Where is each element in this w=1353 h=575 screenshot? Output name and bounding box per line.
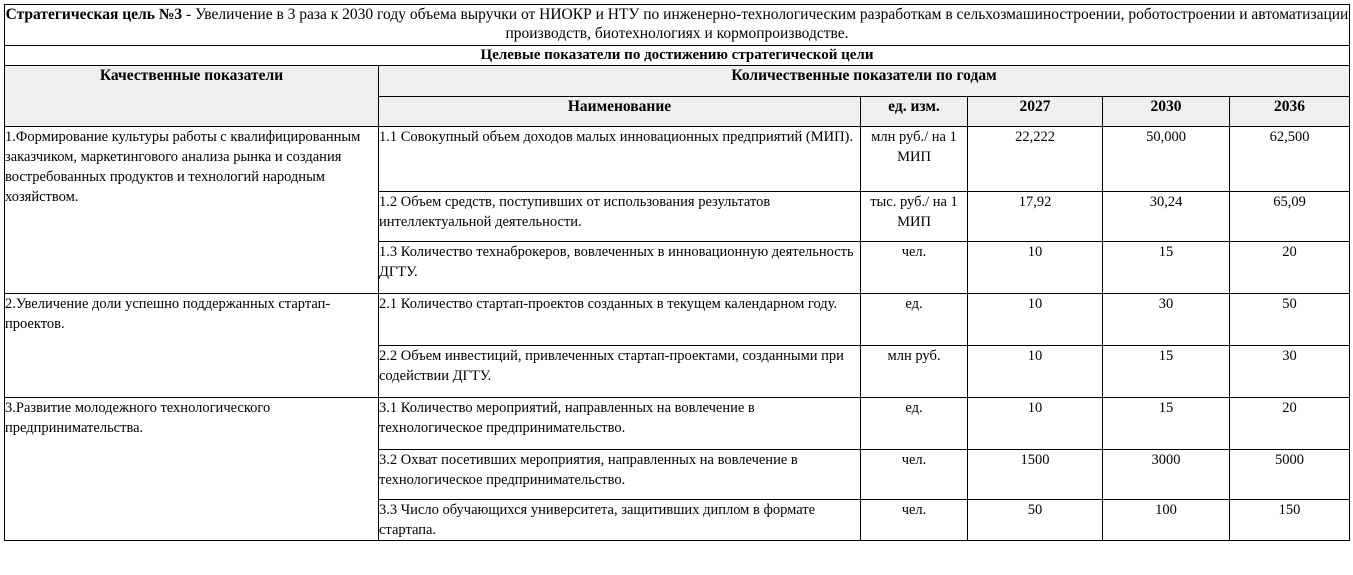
header-year-2030: 2030 (1103, 97, 1230, 127)
document (4, 4, 1349, 541)
indicator-name: 3.3 Число обучающихся университета, защитивших диплом в формате стартапа. (379, 500, 861, 541)
value-2036: 62,500 (1230, 127, 1350, 192)
strategic-goal-label: Стратегическая цель №3 (5, 6, 183, 23)
indicator-name: 1.3 Количество технаброкеров, вовлеченных в инновационную деятельность ДГТУ. (379, 242, 861, 294)
table-row (5, 127, 1350, 192)
value-2036: 5000 (1230, 450, 1350, 500)
qualitative-indicator-2: 2.Увеличение доли успешно поддержанных стартап-проектов. (5, 294, 379, 398)
indicator-unit: тыс. руб./ на 1 МИП (861, 192, 968, 242)
indicator-name: 3.1 Количество мероприятий, направленных на вовлечение в технологическое предпринимательство. (379, 398, 861, 450)
header-qualitative: Качественные показатели (5, 66, 379, 127)
value-2036: 65,09 (1230, 192, 1350, 242)
qualitative-indicator-1: 1.Формирование культуры работы с квалифицированным заказчиком, маркетингового анализа рынка и создания востребованных продуктов и технологий народным хозяйством. (5, 127, 379, 294)
indicator-unit: чел. (861, 450, 968, 500)
table-row (5, 294, 1350, 346)
value-2027: 17,92 (968, 192, 1103, 242)
strategic-goal-text: - Увеличение в 3 раза к 2030 году объема выручки от НИОКР и НТУ по инженерно-технологическим разработкам в сельхозмашиностроении, роботостроении и автоматизации производств, биотехнологиях и кормопроизводстве. (182, 6, 1349, 42)
header-quantitative: Количественные показатели по годам (379, 66, 1350, 97)
value-2030: 3000 (1103, 450, 1230, 500)
table-row (5, 398, 1350, 450)
indicator-name: 3.2 Охват посетивших мероприятия, направленных на вовлечение в технологическое предпринимательство. (379, 450, 861, 500)
value-2027: 10 (968, 294, 1103, 346)
value-2030: 15 (1103, 242, 1230, 294)
value-2030: 15 (1103, 346, 1230, 398)
value-2027: 10 (968, 346, 1103, 398)
qualitative-indicator-3: 3.Развитие молодежного технологического предпринимательства. (5, 398, 379, 541)
value-2036: 20 (1230, 398, 1350, 450)
value-2036: 30 (1230, 346, 1350, 398)
value-2030: 100 (1103, 500, 1230, 541)
value-2030: 30 (1103, 294, 1230, 346)
indicator-unit: ед. (861, 294, 968, 346)
header-year-2036: 2036 (1230, 97, 1350, 127)
indicator-unit: чел. (861, 500, 968, 541)
indicator-unit: млн руб./ на 1 МИП (861, 127, 968, 192)
section-title: Целевые показатели по достижению стратегической цели (5, 46, 1350, 66)
value-2027: 22,222 (968, 127, 1103, 192)
value-2027: 10 (968, 242, 1103, 294)
value-2030: 15 (1103, 398, 1230, 450)
value-2027: 10 (968, 398, 1103, 450)
value-2036: 50 (1230, 294, 1350, 346)
indicator-unit: млн руб. (861, 346, 968, 398)
value-2036: 20 (1230, 242, 1350, 294)
header-name: Наименование (379, 97, 861, 127)
indicator-name: 2.2 Объем инвестиций, привлеченных стартап-проектами, созданными при содействии ДГТУ. (379, 346, 861, 398)
value-2036: 150 (1230, 500, 1350, 541)
header-year-2027: 2027 (968, 97, 1103, 127)
strategic-goal-cell (5, 5, 1350, 46)
header-unit: ед. изм. (861, 97, 968, 127)
indicator-unit: ед. (861, 398, 968, 450)
value-2030: 50,000 (1103, 127, 1230, 192)
value-2027: 1500 (968, 450, 1103, 500)
indicator-unit: чел. (861, 242, 968, 294)
indicator-name: 1.1 Совокупный объем доходов малых инновационных предприятий (МИП). (379, 127, 861, 192)
value-2030: 30,24 (1103, 192, 1230, 242)
indicator-name: 1.2 Объем средств, поступивших от использования результатов интеллектуальной деятельности. (379, 192, 861, 242)
value-2027: 50 (968, 500, 1103, 541)
strategic-goal-table (4, 4, 1350, 541)
indicator-name: 2.1 Количество стартап-проектов созданных в текущем календарном году. (379, 294, 861, 346)
